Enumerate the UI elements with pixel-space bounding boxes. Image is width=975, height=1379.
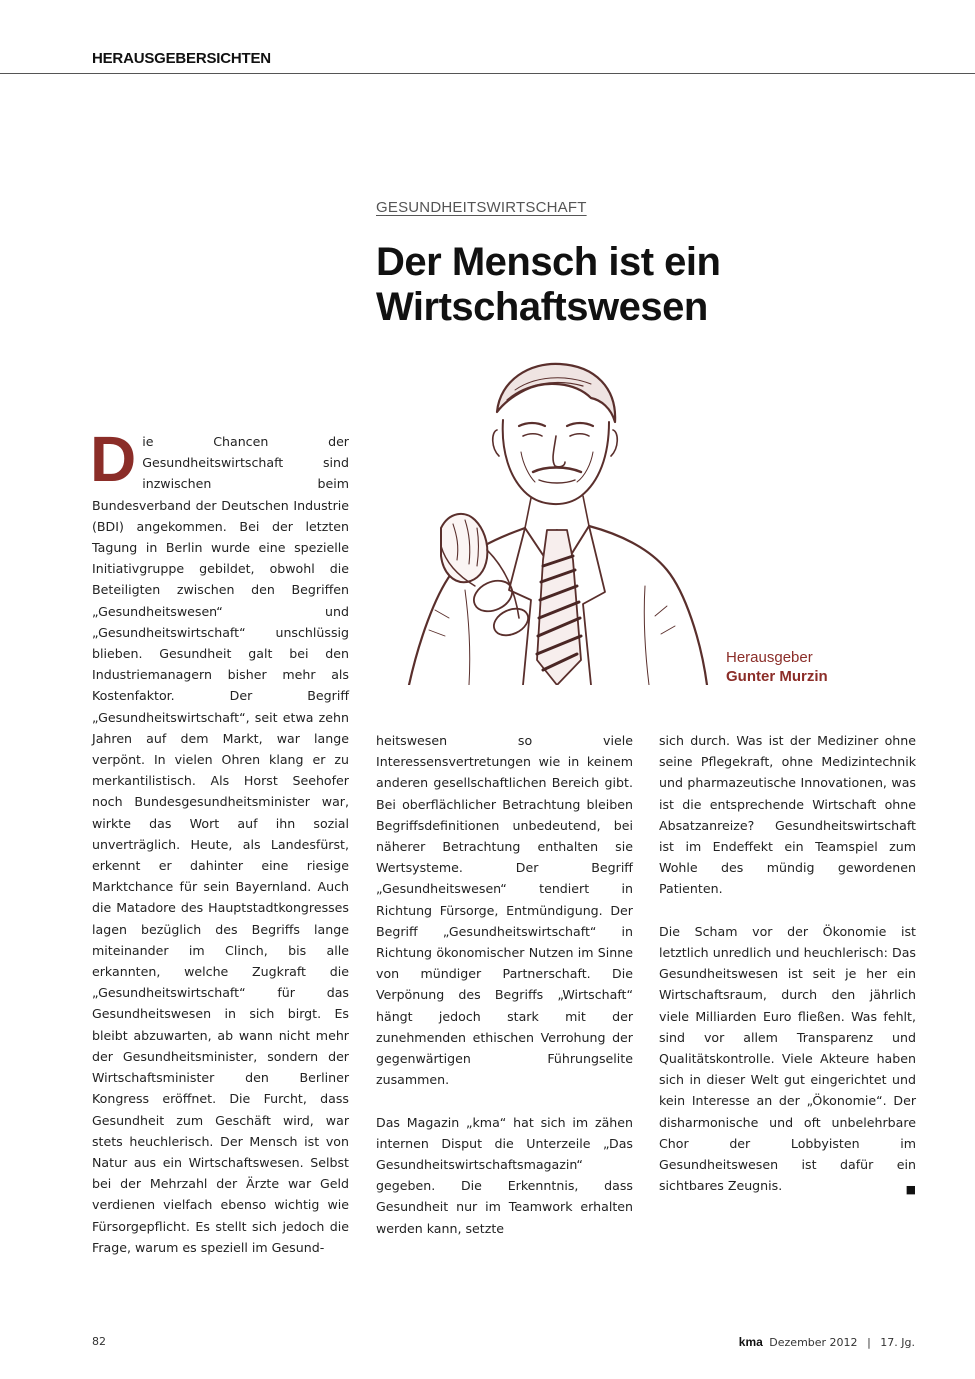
page-number: 82 xyxy=(92,1335,106,1348)
col2-paragraph-1: heitswesen so viele Interessensvertretungen wie in keinem anderen gesellschaftlichen Bereich gibt. Bei oberflächlicher Betrachtung bleiben Begriffsdefinitionen unbedeutend, bei näherer Betrachtung enthalten sie Wertsysteme. Der Begriff „Gesundheitswesen“ tendiert in Richtung Fürsorge, Entmündigung. Der Begriff „Gesundheitswirtschaft“ in Richtung ökonomischer Nutzen im Sinne von mündiger Partnerschaft. Die Verpönung des Begriffs „Wirtschaft“ hängt jedoch stark mit der zunehmenden ethischen Verrohung der gegenwärtigen Führungselite zusammen. xyxy=(376,733,633,1088)
article-title: Der Mensch ist ein Wirtschaftswesen xyxy=(376,240,721,329)
end-of-article-mark: ■ xyxy=(905,1183,916,1197)
footer-issue-date: Dezember 2012 xyxy=(769,1336,858,1349)
footer-issue xyxy=(739,1335,915,1349)
footer-brand-logo: kma xyxy=(738,1335,763,1349)
article-kicker: GESUNDHEITSWIRTSCHAFT xyxy=(376,199,587,216)
footer-volume: 17. Jg. xyxy=(880,1336,915,1349)
col3-paragraph-2-text: Die Scham vor der Ökonomie ist letztlich unredlich und heuchlerisch: Das Gesundheitswesen ist seit je her ein Wirtschaftsraum, durch den jährlich viele Milliarden Euro fließen. Was fehlt, sind vor allem Transparenz und Qualitätskontrolle. Viele Akteure haben sich in dieser Welt gut eingerichtet und kein Interesse an der „Ökonomie“. Der disharmonische und oft unbelehrbare Chor der Lobbyisten im Gesundheitswesen ist dafür ein sichtbares Zeugnis. xyxy=(659,923,916,1194)
col3-paragraph-2 xyxy=(659,921,916,1197)
portrait-illustration xyxy=(405,360,710,685)
col3-paragraph-1: sich durch. Was ist der Mediziner ohne seine Pflegekraft, ohne Medizintechnik und pharmazeutische Innovationen, was ist die entsprechende Wirtschaft ohne Absatzanreize? Gesundheitswirtschaft ist im Endeffekt ein Teamspiel zum Wohle des mündig gewordenen Patienten. xyxy=(659,733,916,897)
body-column-3 xyxy=(659,730,916,1200)
caption-role: Herausgeber xyxy=(726,649,813,666)
col1-text: ie Chancen der Gesundheitswirtschaft sind inzwischen beim Bundesverband der Deutschen Industrie (BDI) angekommen. Bei der letzten Tagung in Berlin wurde eine spezielle Initiativgruppe gebildet, obwohl die Beteiligten zwischen den Begriffen „Gesundheitswesen“ und „Gesundheitswirtschaft“ unschlüssig blieben. Gesundheit galt bei den Industriemanagern bisher mehr als Kostenfaktor. Der Begriff „Gesundheitswirtschaft“, seit etwa zehn Jahren auf dem Markt, war lange verpönt. In vielen Ohren klang er zu merkantilistisch. Als Horst Seehofer noch Bundesgesundheitsminister war, wirkte das Wort auf ihn sozial unverträglich. Heute, als Landesfürst, erkennt er dahinter eine riesige Marktchance für sein Bayernland. Auch die Matadore des Hauptstadtkongresses lagen bezüglich des Begriffs lange miteinander im Clinch, bis alle erkannten, welche Zugkraft die „Gesundheitswirtschaft“ für das Gesundheitswesen in sich birgt. Es bleibt abzuwarten, ab wann nicht mehr der Gesundheitsminister, sondern der Wirtschaftsminister den Berliner Kongress eröffnet. Die Furcht, dass Gesundheit zum Geschäft wird, war stets heuchlerisch. Der Mensch ist von Natur aus ein Wirtschaftswesen. Selbst bei der Mehrzahl der Ärzte war Geld verdienen vielfach ebenso wichtig wie Fürsorgepflicht. Es stellt sich jedoch die Frage, warum es speziell im Gesund- xyxy=(92,434,349,1255)
footer-separator: | xyxy=(867,1336,871,1349)
section-heading: HERAUSGEBERSICHTEN xyxy=(92,50,271,67)
drop-cap: D xyxy=(90,423,137,495)
body-column-1 xyxy=(90,423,349,1258)
col2-paragraph-2: Das Magazin „kma“ hat sich im zähen internen Disput die Unterzeile „Das Gesundheitswirtschaftsmagazin“ gegeben. Die Erkenntnis, dass Gesundheit nur im Teamwork erhalten werden kann, setzte xyxy=(376,1114,633,1236)
caption-name: Gunter Murzin xyxy=(726,668,828,685)
header-rule xyxy=(0,73,975,74)
body-column-2 xyxy=(376,730,633,1239)
portrait-caption xyxy=(726,648,828,686)
